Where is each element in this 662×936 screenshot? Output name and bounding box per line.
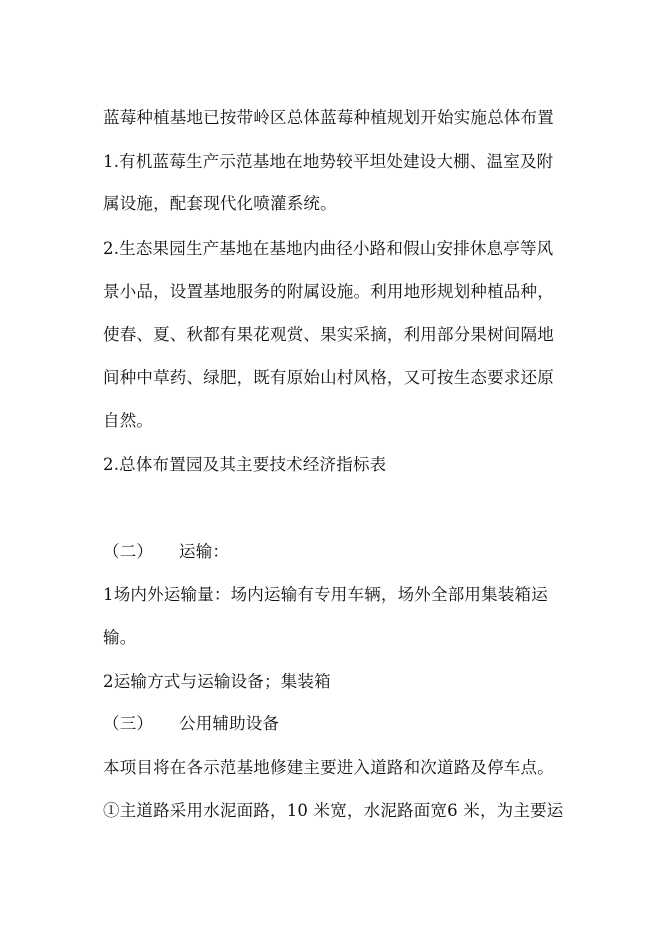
item3-heading: 2.总体布置园及其主要技术经济指标表: [103, 455, 387, 474]
section2-line-3: 2运输方式与运输设备；集装箱: [103, 672, 331, 691]
intro-paragraph: 蓝莓种植基地已按带岭区总体蓝莓种植规划开始实施总体布置: [103, 108, 554, 127]
item2-line-1: 2.生态果园生产基地在基地内曲径小路和假山安排休息亭等风: [103, 239, 554, 258]
section2-title: 运输：: [179, 542, 230, 561]
section2-line-2: 输。: [103, 628, 137, 647]
section3-title: 公用辅助设备: [179, 714, 280, 733]
section3-number: （三）: [103, 714, 154, 733]
item2-line-5: 自然。: [103, 411, 154, 430]
section3-line-2: ①主道路采用水泥面路，10 米宽，水泥路面宽6 米，为主要运: [103, 801, 564, 820]
item1-line-1: 1.有机蓝莓生产示范基地在地势较平坦处建设大棚、温室及附: [103, 152, 554, 171]
item2-line-2: 景小品，设置基地服务的附属设施。利用地形规划种植品种，: [103, 282, 554, 301]
section3-line-1: 本项目将在各示范基地修建主要进入道路和次道路及停车点。: [103, 758, 554, 777]
section2-number: （二）: [103, 542, 154, 561]
section2-heading: [103, 541, 229, 563]
item2-line-3: 使春、夏、秋都有果花观赏、果实采摘，利用部分果树间隔地: [103, 325, 554, 344]
section2-line-1: 1场内外运输量：场内运输有专用车辆，场外全部用集装箱运: [103, 585, 548, 604]
item1-line-2: 属设施，配套现代化喷灌系统。: [103, 194, 337, 213]
item2-line-4: 间种中草药、绿肥，既有原始山村风格，又可按生态要求还原: [103, 368, 554, 387]
section3-heading: [103, 713, 279, 735]
